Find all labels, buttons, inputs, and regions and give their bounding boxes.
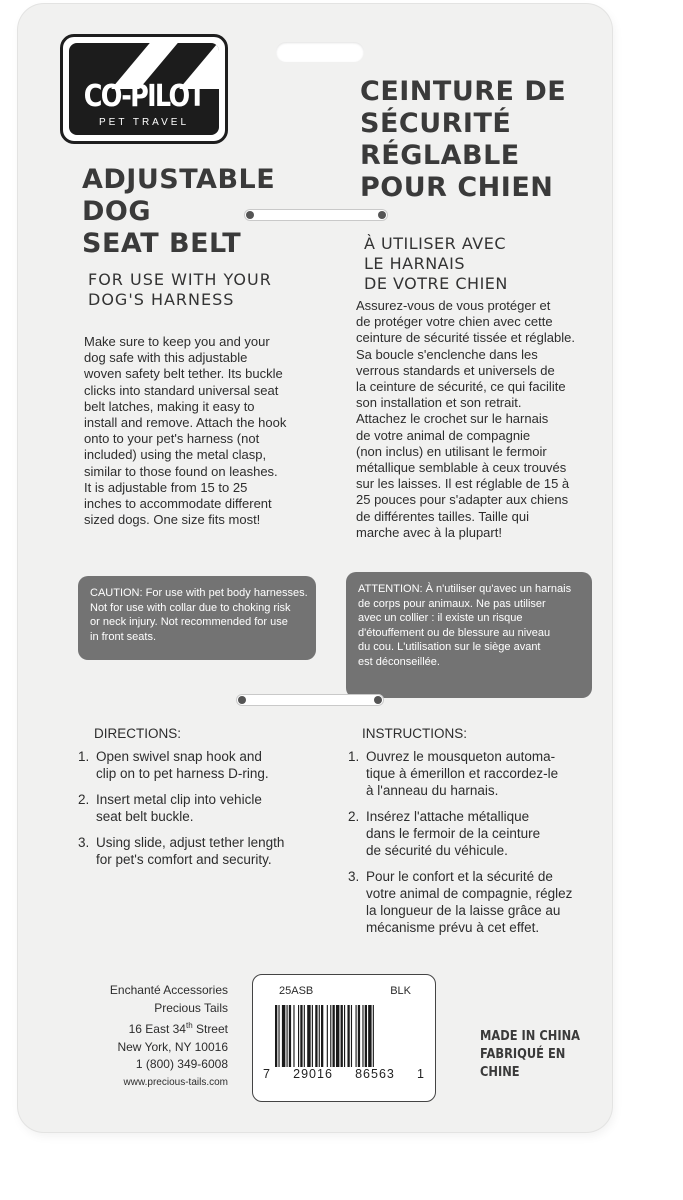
english-title-line: DOG xyxy=(82,196,152,227)
company-name: Enchanté Accessories xyxy=(109,983,228,997)
step-text: Open swivel snap hook and clip on to pet harness D-ring. xyxy=(96,749,269,781)
french-subtitle xyxy=(364,234,508,294)
website: www.precious-tails.com xyxy=(123,1076,228,1088)
french-title-line: SÉCURITÉ xyxy=(360,108,512,139)
list-item xyxy=(348,748,572,799)
step-number: 2. xyxy=(348,809,360,824)
english-subtitle-line: FOR USE WITH YOUR xyxy=(88,270,272,289)
step-number: 2. xyxy=(78,792,90,807)
brand-name: Precious Tails xyxy=(154,1000,228,1015)
english-subtitle-line: DOG'S HARNESS xyxy=(88,290,235,309)
barcode-digit-group: 86563 xyxy=(355,1067,395,1081)
barcode-digit-group: 7 xyxy=(263,1067,271,1081)
step-text: Insérez l'attache métallique dans le fermoir de la ceinture de sécurité du véhicule. xyxy=(366,809,541,858)
barcode-digit-group: 29016 xyxy=(293,1067,333,1081)
step-number: 3. xyxy=(78,835,90,850)
english-title-line: SEAT BELT xyxy=(82,228,242,259)
belt-slot-top xyxy=(244,209,388,221)
french-subtitle-line: LE HARNAIS xyxy=(364,254,465,273)
french-steps-list xyxy=(348,748,572,945)
french-title-line: RÉGLABLE xyxy=(360,140,520,171)
step-text: Ouvrez le mousqueton automa- tique à émerillon et raccordez-le à l'anneau du harnais. xyxy=(366,749,559,798)
french-title xyxy=(360,76,566,204)
english-caution-box: CAUTION: For use with pet body harnesses. Not for use with collar due to choking risk or neck injury. Not recommended for use in front seats. xyxy=(78,576,316,660)
english-steps-list xyxy=(78,748,284,877)
barcode-digit-group: 1 xyxy=(417,1067,425,1081)
french-directions-heading: INSTRUCTIONS: xyxy=(362,726,468,741)
list-item xyxy=(78,834,284,868)
french-title-line: POUR CHIEN xyxy=(360,172,554,203)
step-number: 3. xyxy=(348,869,360,884)
step-text: Using slide, adjust tether length for pet's comfort and security. xyxy=(96,835,285,867)
english-directions-heading: DIRECTIONS: xyxy=(94,726,182,741)
list-item xyxy=(348,868,572,936)
step-text: Pour le confort et la sécurité de votre animal de compagnie, réglez la longueur de la laisse grâce au mécanisme prévu à cet effet. xyxy=(366,869,573,935)
product-color-code: BLK xyxy=(390,985,411,997)
country-of-origin xyxy=(480,1028,596,1082)
barcode-digits xyxy=(263,1067,425,1081)
french-subtitle-line: À UTILISER AVEC xyxy=(364,234,506,253)
hang-tab-hole xyxy=(276,42,364,62)
list-item xyxy=(78,791,284,825)
street-address xyxy=(78,1017,228,1039)
made-in-english: MADE IN CHINA xyxy=(480,1029,581,1044)
english-subtitle xyxy=(88,270,272,310)
barcode-label xyxy=(252,974,436,1102)
company-address xyxy=(78,982,228,1091)
phone-number: 1 (800) 349-6008 xyxy=(135,1057,228,1071)
french-caution-box: ATTENTION: À n'utiliser qu'avec un harnais de corps pour animaux. Ne pas utiliser avec un collier : il existe un risque d'étouffement ou de blessure au niveau du cou. L'utilisation sur le siège avant est déconseillée. xyxy=(346,572,592,698)
belt-slot-middle xyxy=(236,694,384,706)
packaging-card xyxy=(18,4,612,1132)
french-title-line: CEINTURE DE xyxy=(360,76,567,107)
city-line: New York, NY 10016 xyxy=(117,1039,228,1054)
french-description: Assurez-vous de vous protéger et de protéger votre chien avec cette ceinture de sécurité tissée et réglable. Sa boucle s'enclenche dans les verrous standards et universels de la ceinture de sécurité, ce qui facilite son installation et son retrait. Attachez le crochet sur le harnais de votre animal de compagnie (non inclus) en utilisant le fermoir métallique semblable à ceux trouvés sur les laisses. Il est réglable de 15 à 25 pouces pour s'adapter aux chiens de différentes tailles. Taille qui marche avec à la plupart! xyxy=(356,298,575,540)
made-in-french: FABRIQUÉ EN CHINE xyxy=(480,1047,566,1080)
list-item xyxy=(348,808,572,859)
english-title-line: ADJUSTABLE xyxy=(82,164,276,195)
french-subtitle-line: DE VOTRE CHIEN xyxy=(364,274,508,293)
logo-main-text: CO-PILOT xyxy=(83,79,205,114)
co-pilot-logo xyxy=(60,34,228,144)
logo-badge xyxy=(69,43,219,135)
step-number: 1. xyxy=(78,749,90,764)
logo-sub-text: PET TRAVEL xyxy=(98,117,190,128)
street-ordinal: th xyxy=(185,1021,193,1030)
step-text: Insert metal clip into vehicle seat belt buckle. xyxy=(96,792,262,824)
street-name: Street xyxy=(192,1022,228,1036)
barcode-icon xyxy=(275,1005,415,1067)
english-description: Make sure to keep you and your dog safe with this adjustable woven safety belt tether. Its buckle clicks into standard universal seat belt latches, making it easy to install and remove. Attach the hook onto to your pet's harness (not included) using the metal clasp, similar to those found on leashes. It is adjustable from 15 to 25 inches to accommodate different sized dogs. One size fits most! xyxy=(84,334,287,528)
street-number: 16 East 34 xyxy=(128,1022,186,1036)
list-item xyxy=(78,748,284,782)
product-code: 25ASB xyxy=(279,985,314,997)
step-number: 1. xyxy=(348,749,360,764)
